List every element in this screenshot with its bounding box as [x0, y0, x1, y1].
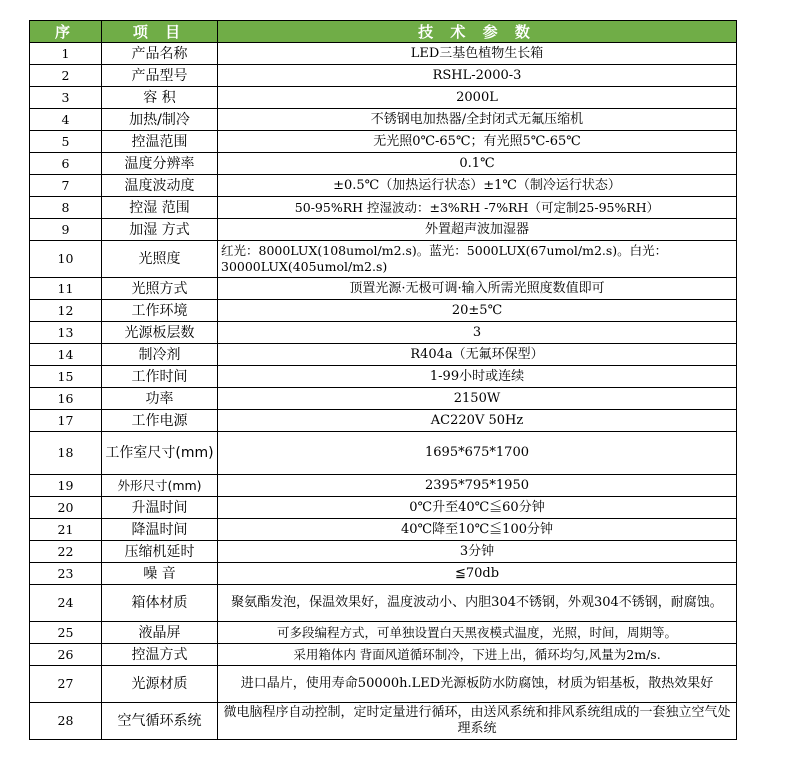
table-row [30, 475, 737, 497]
row-spec: 无光照0℃-65℃；有光照5℃-65℃ [218, 131, 737, 153]
table-row [30, 278, 737, 300]
row-spec: 1-99小时或连续 [218, 366, 737, 388]
row-no: 12 [30, 300, 102, 322]
row-item: 升温时间 [102, 497, 218, 519]
row-no: 9 [30, 219, 102, 241]
row-item: 光照方式 [102, 278, 218, 300]
spec-table-container [29, 20, 737, 740]
table-row [30, 644, 737, 666]
row-item: 产品型号 [102, 65, 218, 87]
row-spec: 2395*795*1950 [218, 475, 737, 497]
row-item: 工作室尺寸(mm) [102, 432, 218, 475]
row-no: 6 [30, 153, 102, 175]
table-row [30, 219, 737, 241]
row-no: 4 [30, 109, 102, 131]
row-item: 温度分辨率 [102, 153, 218, 175]
row-no: 20 [30, 497, 102, 519]
row-no: 2 [30, 65, 102, 87]
row-no: 3 [30, 87, 102, 109]
row-item: 功率 [102, 388, 218, 410]
row-item: 光源材质 [102, 666, 218, 703]
row-no: 19 [30, 475, 102, 497]
table-row [30, 153, 737, 175]
row-no: 7 [30, 175, 102, 197]
table-row [30, 241, 737, 278]
row-no: 24 [30, 585, 102, 622]
row-spec: R404a（无氟环保型） [218, 344, 737, 366]
header-spec: 技 术 参 数 [218, 21, 737, 43]
row-spec: 20±5℃ [218, 300, 737, 322]
table-row [30, 541, 737, 563]
row-spec: 不锈钢电加热器/全封闭式无氟压缩机 [218, 109, 737, 131]
row-no: 26 [30, 644, 102, 666]
row-no: 25 [30, 622, 102, 644]
table-row [30, 703, 737, 740]
row-spec: 2150W [218, 388, 737, 410]
row-spec: AC220V 50Hz [218, 410, 737, 432]
row-no: 28 [30, 703, 102, 740]
table-row [30, 622, 737, 644]
row-no: 22 [30, 541, 102, 563]
row-no: 5 [30, 131, 102, 153]
table-row [30, 300, 737, 322]
table-row [30, 410, 737, 432]
row-item: 工作时间 [102, 366, 218, 388]
row-no: 18 [30, 432, 102, 475]
row-item: 工作电源 [102, 410, 218, 432]
row-item: 光源板层数 [102, 322, 218, 344]
row-item: 噪 音 [102, 563, 218, 585]
table-row [30, 322, 737, 344]
row-no: 21 [30, 519, 102, 541]
row-spec: 40℃降至10℃≦100分钟 [218, 519, 737, 541]
row-spec: 50-95%RH 控湿波动：±3%RH -7%RH（可定制25-95%RH） [218, 197, 737, 219]
row-item: 空气循环系统 [102, 703, 218, 740]
table-row [30, 344, 737, 366]
row-item: 加湿 方式 [102, 219, 218, 241]
table-row [30, 131, 737, 153]
row-no: 15 [30, 366, 102, 388]
row-spec: ±0.5℃（加热运行状态）±1℃（制冷运行状态） [218, 175, 737, 197]
table-header-row [30, 21, 737, 43]
row-spec: 外置超声波加湿器 [218, 219, 737, 241]
table-row [30, 175, 737, 197]
row-item: 容 积 [102, 87, 218, 109]
row-spec: 0.1℃ [218, 153, 737, 175]
table-row [30, 563, 737, 585]
table-row [30, 109, 737, 131]
row-spec: ≦70db [218, 563, 737, 585]
table-row [30, 497, 737, 519]
table-row [30, 388, 737, 410]
table-row [30, 666, 737, 703]
row-item: 液晶屏 [102, 622, 218, 644]
row-no: 27 [30, 666, 102, 703]
row-item: 加热/制冷 [102, 109, 218, 131]
row-spec: 1695*675*1700 [218, 432, 737, 475]
row-spec: LED三基色植物生长箱 [218, 43, 737, 65]
row-item: 箱体材质 [102, 585, 218, 622]
row-no: 13 [30, 322, 102, 344]
row-spec: 0℃升至40℃≦60分钟 [218, 497, 737, 519]
row-spec: 红光：8000LUX(108umol/m2.s)。蓝光：5000LUX(67umol/m2.s)。白光：30000LUX(405umol/m2.s) [218, 241, 737, 278]
row-no: 14 [30, 344, 102, 366]
table-row [30, 432, 737, 475]
row-spec: 3 [218, 322, 737, 344]
table-row [30, 43, 737, 65]
table-row [30, 366, 737, 388]
row-spec: 3分钟 [218, 541, 737, 563]
row-spec: 微电脑程序自动控制，定时定量进行循环，由送风系统和排风系统组成的一套独立空气处理系统 [218, 703, 737, 740]
row-no: 23 [30, 563, 102, 585]
table-row [30, 585, 737, 622]
header-item: 项 目 [102, 21, 218, 43]
table-row [30, 519, 737, 541]
row-spec: 可多段编程方式，可单独设置白天黑夜模式温度，光照，时间，周期等。 [218, 622, 737, 644]
row-item: 光照度 [102, 241, 218, 278]
row-item: 控湿 范围 [102, 197, 218, 219]
header-no: 序 [30, 21, 102, 43]
row-item: 产品名称 [102, 43, 218, 65]
row-item: 控温范围 [102, 131, 218, 153]
row-no: 8 [30, 197, 102, 219]
row-item: 控温方式 [102, 644, 218, 666]
row-item: 降温时间 [102, 519, 218, 541]
row-item: 制冷剂 [102, 344, 218, 366]
row-no: 16 [30, 388, 102, 410]
table-row [30, 197, 737, 219]
row-item: 工作环境 [102, 300, 218, 322]
table-row [30, 65, 737, 87]
row-spec: 聚氨酯发泡，保温效果好，温度波动小、内胆304不锈钢，外观304不锈钢，耐腐蚀。 [218, 585, 737, 622]
row-no: 1 [30, 43, 102, 65]
row-spec: RSHL-2000-3 [218, 65, 737, 87]
row-spec: 进口晶片，使用寿命50000h.LED光源板防水防腐蚀，材质为铝基板，散热效果好 [218, 666, 737, 703]
spec-table [29, 20, 737, 740]
row-spec: 顶置光源·无极可调·输入所需光照度数值即可 [218, 278, 737, 300]
table-row [30, 87, 737, 109]
row-item: 外形尺寸(mm) [102, 475, 218, 497]
row-no: 11 [30, 278, 102, 300]
row-item: 压缩机延时 [102, 541, 218, 563]
row-spec: 2000L [218, 87, 737, 109]
row-no: 17 [30, 410, 102, 432]
row-no: 10 [30, 241, 102, 278]
row-item: 温度波动度 [102, 175, 218, 197]
row-spec: 采用箱体内 背面风道循环制冷，下进上出，循环均匀,风量为2m/s. [218, 644, 737, 666]
